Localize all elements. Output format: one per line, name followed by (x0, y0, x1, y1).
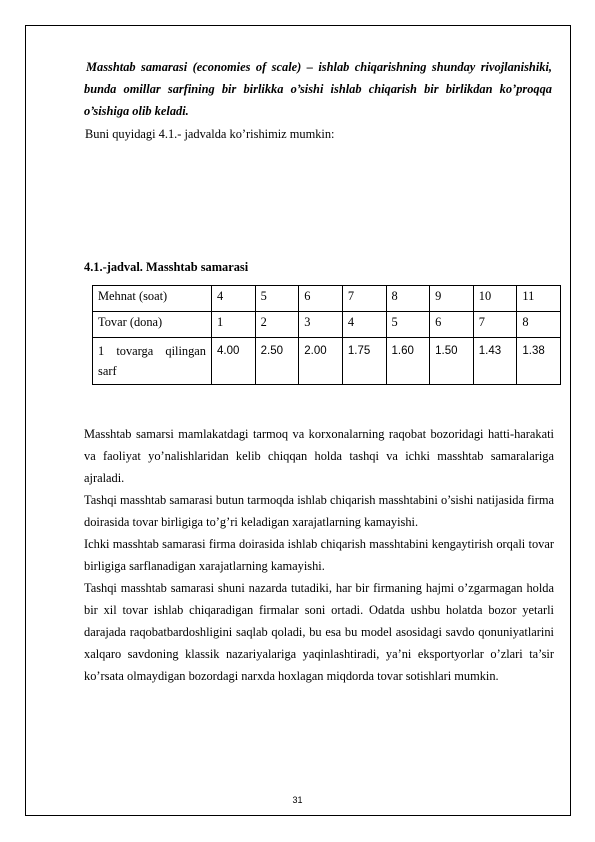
table-cell: 7 (473, 312, 517, 338)
table-cell: 2.50 (255, 338, 299, 385)
row-label: Tovar (dona) (93, 312, 212, 338)
table-cell: 10 (473, 286, 517, 312)
intro-section (84, 56, 552, 144)
table-cell: 1 (212, 312, 256, 338)
table-row (93, 312, 561, 338)
table-cell: 11 (517, 286, 561, 312)
paragraph: Masshtab samarsi mamlakatdagi tarmoq va korxonalarning raqobat bozoridagi hatti-harakati va faoliyat yo’nalishlaridan kelib chiqqan holda tashqi va ichki masshtab samaralariga ajraladi. (84, 427, 554, 485)
body-text (84, 423, 554, 687)
table-cell: 1.38 (517, 338, 561, 385)
lead-sentence: Buni quyidagi 4.1.- jadvalda ko’rishimiz mumkin: (85, 127, 335, 141)
page-number: 31 (292, 795, 303, 805)
table-cell: 9 (430, 286, 474, 312)
definition-paragraph: Masshtab samarasi (economies of scale) – ishlab chiqarishning shunday rivojlanishiki, bunda omillar sarfining bir birlikka o’sishi ishlab chiqarish bir birlikdan ko’proqqa o’sishiga olib keladi. (84, 60, 552, 118)
table-cell: 4 (212, 286, 256, 312)
table-cell: 1.75 (342, 338, 386, 385)
table-cell: 1.43 (473, 338, 517, 385)
table-cell: 2 (255, 312, 299, 338)
table-cell: 3 (299, 312, 343, 338)
table-row (93, 286, 561, 312)
table-title: 4.1.-jadval. Masshtab samarasi (84, 260, 249, 274)
table-cell: 4 (342, 312, 386, 338)
table-row (93, 338, 561, 385)
table-cell: 6 (430, 312, 474, 338)
table-cell: 8 (386, 286, 430, 312)
table-cell: 1.60 (386, 338, 430, 385)
table-cell: 7 (342, 286, 386, 312)
paragraph: Tashqi masshtab samarasi butun tarmoqda ishlab chiqarish masshtabini o’sishi natijasida firma doirasida tovar birligiga to’g’ri keladigan xarajatlarning kamayishi. (84, 493, 554, 529)
table-cell: 1.50 (430, 338, 474, 385)
table-cell: 5 (255, 286, 299, 312)
row-label: 1 tovarga qilingan sarf (93, 338, 212, 385)
paragraph: Ichki masshtab samarasi firma doirasida ishlab chiqarish masshtabini kengaytirish orqali tovar birligiga sarflanadigan xarajatlarning kamayishi. (84, 537, 554, 573)
table-cell: 6 (299, 286, 343, 312)
scale-effect-table (92, 285, 561, 385)
table-cell: 2.00 (299, 338, 343, 385)
table-cell: 4.00 (212, 338, 256, 385)
paragraph: Tashqi masshtab samarasi shuni nazarda tutadiki, har bir firmaning hajmi o’zgarmagan holda bir xil tovar ishlab chiqaradigan firmalar soni ortadi. Odatda ushbu holatda bozor yetarli darajada raqobatbardoshligini saqlab qoladi, bu esa bu model asosidagi savdo qonuniyatlarini xalqaro savdoning klassik nazariyalariga yaqinlashtiradi, ya’ni eksportyorlar o’zlari ta’sir ko’rsata olmaydigan bozordagi narxda hoxlagan miqdorda tovar sotishlari mumkin. (84, 581, 554, 683)
row-label: Mehnat (soat) (93, 286, 212, 312)
table-cell: 5 (386, 312, 430, 338)
table-cell: 8 (517, 312, 561, 338)
